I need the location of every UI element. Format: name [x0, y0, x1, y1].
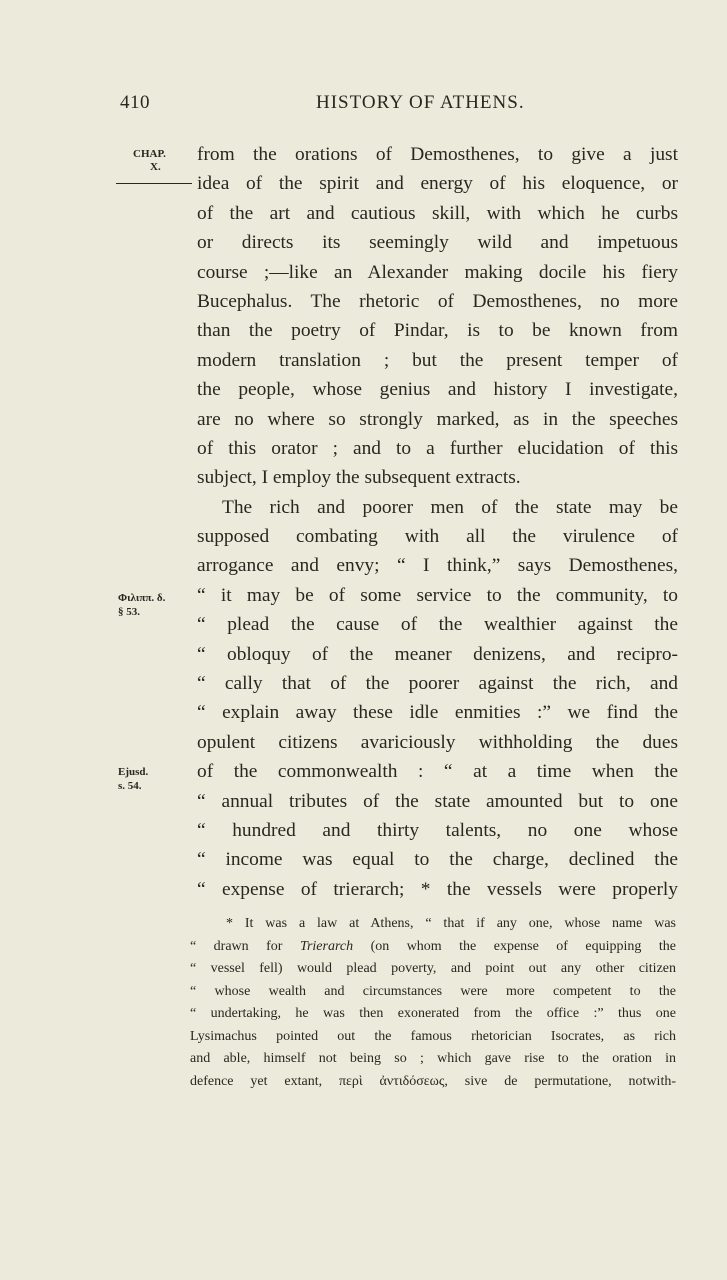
text-line: than the poetry of Pindar, is to be known from	[197, 320, 678, 342]
text-line: Bucephalus. The rhetoric of Demosthenes, no more	[197, 290, 678, 312]
footnote-line: “ vessel fell) would plead poverty, and point out any other citizen	[190, 961, 676, 976]
footnote-text: (on whom the expense of equipping the	[353, 938, 676, 954]
running-head: HISTORY OF ATHENS.	[316, 92, 525, 113]
page-number: 410	[120, 92, 150, 113]
text-line: are no where so strongly marked, as in the speeches	[197, 408, 678, 430]
text-line: of the art and cautious skill, with which he curbs	[197, 202, 678, 224]
chapter-label: CHAP.	[133, 148, 166, 160]
footnote-line	[190, 936, 676, 959]
margin-reference-1: Φιλιππ. δ.	[118, 592, 166, 604]
text-line: “ annual tributes of the state amounted but to one	[197, 790, 678, 812]
footnote-line: Lysimachus pointed out the famous rhetorician Isocrates, as rich	[190, 1028, 676, 1044]
text-line: supposed combating with all the virulence of	[197, 526, 678, 548]
text-line: modern translation ; but the present temper of	[197, 349, 678, 371]
text-line: “ expense of trierarch; * the vessels were properly	[197, 878, 678, 900]
margin-reference-2: Ejusd.	[118, 766, 149, 778]
footnote-line: defence yet extant, περὶ ἀντιδόσεως, sive de permutatione, notwith-	[190, 1073, 676, 1089]
text-line: from the orations of Demosthenes, to give a just	[197, 144, 678, 165]
text-line: course ;—like an Alexander making docile his fiery	[197, 261, 678, 283]
text-line: “ plead the cause of the wealthier against the	[197, 614, 678, 636]
footnote	[190, 913, 676, 1093]
text-line: “ hundred and thirty talents, no one whose	[197, 819, 678, 841]
chapter-rule	[116, 183, 192, 184]
text-line: “ obloquy of the meaner denizens, and recipro-	[197, 643, 678, 665]
footnote-line: “ undertaking, he was then exonerated from the office :” thus one	[190, 1006, 676, 1021]
text-line: The rich and poorer men of the state may be	[222, 496, 678, 518]
margin-reference-1-section: § 53.	[118, 606, 140, 618]
text-line: of the commonwealth : “ at a time when the	[197, 761, 678, 783]
text-line: or directs its seemingly wild and impetuous	[197, 232, 678, 254]
text-line: of this orator ; and to a further elucidation of this	[197, 437, 678, 459]
text-line: subject, I employ the subsequent extracts.	[197, 467, 521, 489]
chapter-number: X.	[150, 161, 161, 173]
margin-reference-2-section: s. 54.	[118, 780, 142, 792]
text-line: idea of the spirit and energy of his eloquence, or	[197, 173, 678, 195]
text-line: “ income was equal to the charge, declined the	[197, 849, 678, 871]
text-line: “ explain away these idle enmities :” we find the	[197, 702, 678, 724]
text-line: “ cally that of the poorer against the rich, and	[197, 673, 678, 695]
footnote-italic-term: Trierarch	[299, 938, 354, 954]
footnote-line: and able, himself not being so ; which gave rise to the oration in	[190, 1051, 676, 1066]
footnote-line: “ whose wealth and circumstances were more competent to the	[190, 983, 676, 999]
text-line: the people, whose genius and history I investigate,	[197, 379, 678, 401]
footnote-text: “ drawn for	[190, 938, 300, 954]
text-line: arrogance and envy; “ I think,” says Demosthenes,	[197, 555, 678, 577]
text-line: opulent citizens avariciously withholding the dues	[197, 731, 678, 753]
body-text	[197, 140, 678, 904]
footnote-line: * It was a law at Athens, “ that if any one, whose name was	[226, 916, 676, 931]
text-line: “ it may be of some service to the community, to	[197, 584, 678, 606]
